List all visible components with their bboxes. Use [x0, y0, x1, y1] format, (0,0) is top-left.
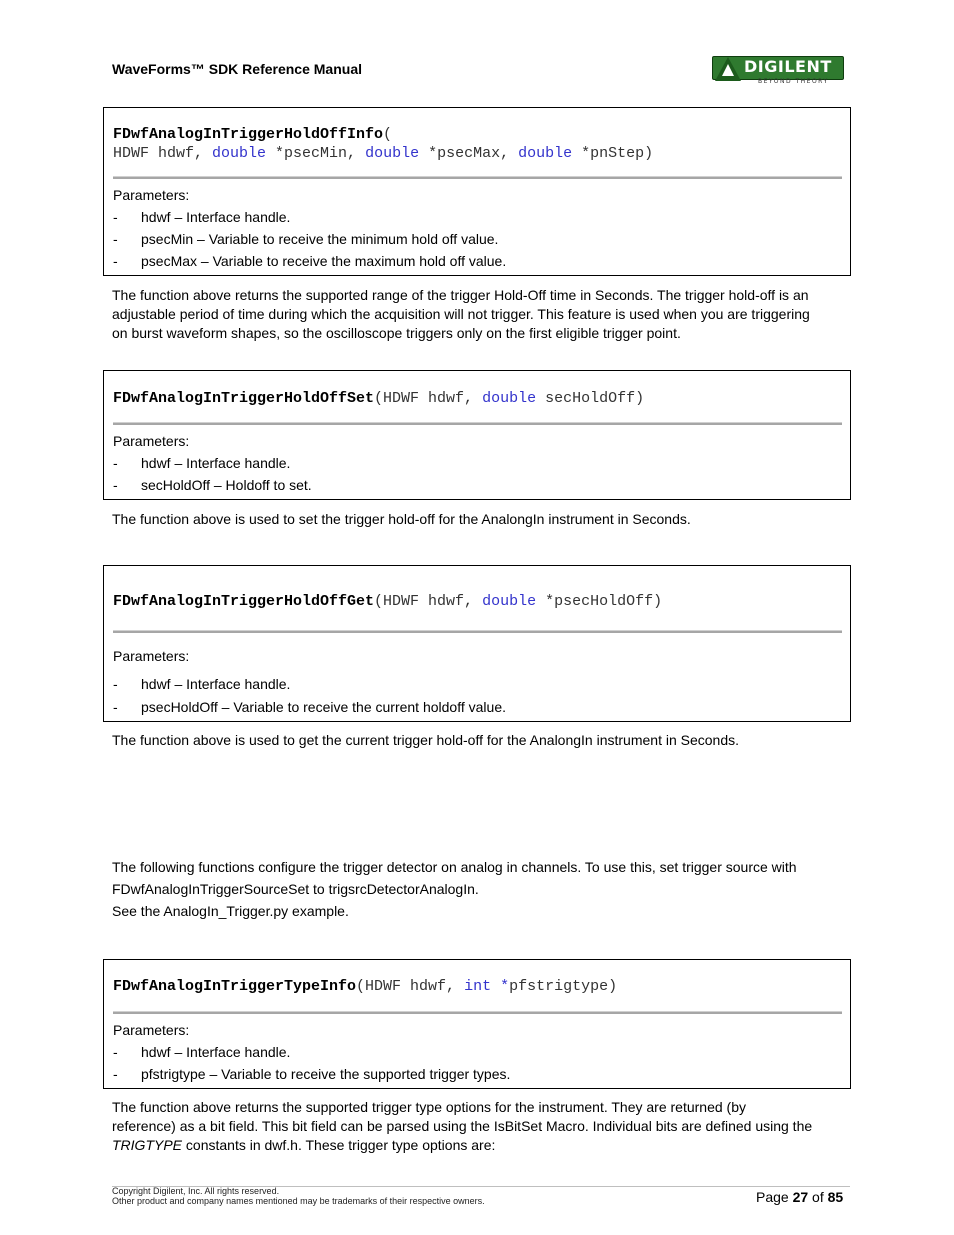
intro-line: FDwfAnalogInTriggerSourceSet to trigsrcDetectorAnalogIn. — [112, 881, 479, 897]
parameter-item: psecMin – Variable to receive the minimum hold off value. — [141, 231, 499, 247]
parameter-item: hdwf – Interface handle. — [141, 209, 291, 225]
arg-text: *psecMin, — [266, 145, 366, 162]
list-dash: - — [113, 1066, 118, 1082]
arg-text: *psecMax, — [419, 145, 519, 162]
arg-text: HDWF hdwf, — [113, 145, 213, 162]
divider — [113, 1011, 842, 1014]
type-keyword: double — [482, 593, 537, 610]
arg-text: (HDWF hdwf, — [374, 390, 483, 407]
parameter-item: hdwf – Interface handle. — [141, 455, 291, 471]
page-of: of — [808, 1189, 828, 1205]
description-line: reference) as a bit field. This bit field can be parsed using the IsBitSet Macro. Individual bits are defined using the — [112, 1118, 813, 1134]
arg-text: pfstrigtype) — [509, 978, 618, 995]
arg-text: *pnStep) — [572, 145, 654, 162]
intro-line: See the AnalogIn_Trigger.py example. — [112, 903, 349, 919]
list-dash: - — [113, 1044, 118, 1060]
page-word: Page — [756, 1189, 793, 1205]
function-box-trigger-type-info — [103, 959, 851, 1089]
description-text: constants in dwf.h. These trigger type options are: — [182, 1137, 496, 1153]
italic-term: TRIGTYPE — [112, 1137, 183, 1153]
function-box-holdoff-get — [103, 565, 851, 722]
arg-text: (HDWF hdwf, — [356, 978, 465, 995]
trademark-notice: Other product and company names mentioned may be trademarks of their respective owners. — [112, 1196, 485, 1206]
logo-text: DIGILENT — [744, 57, 832, 76]
parameters-label: Parameters: — [113, 187, 190, 203]
parameter-item: hdwf – Interface handle. — [141, 1044, 291, 1060]
description-line: The function above is used to set the trigger hold-off for the AnalongIn instrument in Seconds. — [112, 511, 691, 527]
parameters-label: Parameters: — [113, 648, 190, 664]
function-signature — [113, 126, 392, 143]
description-line: adjustable period of time during which the acquisition will not trigger. This feature is used when you are triggering — [112, 306, 810, 322]
paren-open: ( — [383, 126, 393, 143]
logo-tagline: BEYOND THEORY — [758, 78, 829, 85]
list-dash: - — [113, 455, 118, 471]
divider — [113, 176, 842, 179]
parameter-item: psecHoldOff – Variable to receive the current holdoff value. — [141, 699, 506, 715]
function-box-holdoff-info — [103, 107, 851, 276]
description-line — [112, 1137, 495, 1153]
function-name: FDwfAnalogInTriggerHoldOffInfo — [113, 126, 384, 143]
type-keyword: double — [212, 145, 267, 162]
function-signature-args — [113, 145, 653, 162]
intro-line: The following functions configure the trigger detector on analog in channels. To use this, set trigger source with — [112, 859, 797, 875]
type-keyword: int * — [464, 978, 510, 995]
page-number — [756, 1189, 843, 1205]
parameter-item: secHoldOff – Holdoff to set. — [141, 477, 312, 493]
parameter-item: psecMax – Variable to receive the maximum hold off value. — [141, 253, 507, 269]
function-signature — [113, 593, 662, 610]
list-dash: - — [113, 209, 118, 225]
type-keyword: double — [482, 390, 537, 407]
divider — [113, 422, 842, 425]
description-line: The function above returns the supported range of the trigger Hold-Off time in Seconds. The trigger hold-off is an — [112, 287, 809, 303]
parameter-item: pfstrigtype – Variable to receive the supported trigger types. — [141, 1066, 511, 1082]
arg-text: (HDWF hdwf, — [374, 593, 483, 610]
type-keyword: double — [365, 145, 420, 162]
digilent-logo — [712, 56, 843, 86]
list-dash: - — [113, 231, 118, 247]
type-keyword: double — [518, 145, 573, 162]
function-name: FDwfAnalogInTriggerTypeInfo — [113, 978, 357, 995]
page-total: 85 — [827, 1189, 844, 1205]
arg-text: *psecHoldOff) — [536, 593, 663, 610]
function-name: FDwfAnalogInTriggerHoldOffSet — [113, 390, 375, 407]
list-dash: - — [113, 477, 118, 493]
function-box-holdoff-set — [103, 370, 851, 500]
arg-text: secHoldOff) — [536, 390, 645, 407]
description-line: The function above is used to get the current trigger hold-off for the AnalongIn instrument in Seconds. — [112, 732, 740, 748]
function-signature — [113, 978, 617, 995]
divider — [113, 630, 842, 633]
list-dash: - — [113, 676, 118, 692]
parameter-item: hdwf – Interface handle. — [141, 676, 291, 692]
list-dash: - — [113, 253, 118, 269]
description-line: The function above returns the supported trigger type options for the instrument. They are returned (by — [112, 1099, 746, 1115]
document-title: WaveForms™ SDK Reference Manual — [112, 61, 362, 77]
list-dash: - — [113, 699, 118, 715]
parameters-label: Parameters: — [113, 433, 190, 449]
function-signature — [113, 390, 644, 407]
parameters-label: Parameters: — [113, 1022, 190, 1038]
function-name: FDwfAnalogInTriggerHoldOffGet — [113, 593, 375, 610]
logo-triangle-inner-icon — [722, 64, 734, 76]
page-current: 27 — [792, 1189, 809, 1205]
copyright-notice: Copyright Digilent, Inc. All rights reserved. — [112, 1186, 280, 1196]
description-line: on burst waveform shapes, so the oscilloscope triggers only on the first eligible trigger point. — [112, 325, 681, 341]
